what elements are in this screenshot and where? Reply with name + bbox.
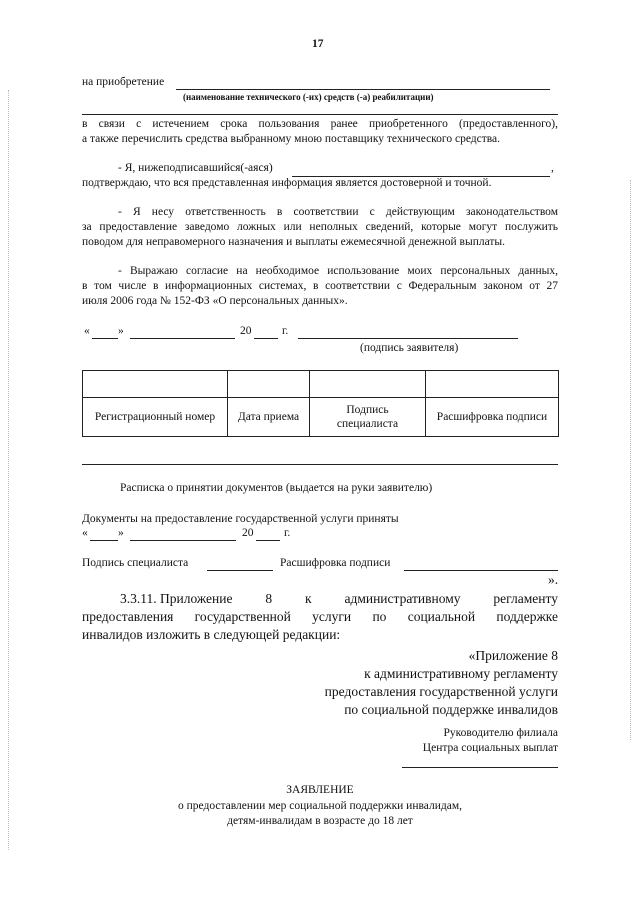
application-subtitle-2: детям-инвалидам в возрасте до 18 лет: [227, 815, 413, 827]
receipt-day-field[interactable]: [90, 540, 118, 541]
date-month-field[interactable]: [130, 338, 235, 339]
receipt-signature-decoding-field[interactable]: [404, 570, 558, 571]
consent-line-1: - Выражаю согласие на необходимое использование моих персональных данных,: [118, 265, 558, 277]
applicant-signature-field[interactable]: [298, 338, 518, 339]
date-open-quote: «: [84, 325, 90, 337]
scan-edge-left: [8, 90, 9, 850]
amendment-word: к: [305, 591, 312, 606]
responsibility-line-1: - Я несу ответственность в соответствии с действующим законодательством: [118, 206, 558, 218]
header-signature-decoding: Расшифровка подписи: [426, 398, 559, 437]
appendix-line-2: к административному регламенту: [364, 666, 558, 681]
appendix-line-1: «Приложение 8: [468, 648, 558, 663]
reception-date-cell[interactable]: [228, 371, 310, 398]
specialist-signature-cell[interactable]: [310, 371, 426, 398]
expiry-line-1: в связи с истечением срока пользования ранее приобретенного (предоставленного),: [82, 118, 558, 130]
cut-line: [82, 464, 558, 465]
table-row: [83, 398, 559, 437]
receipt-title: Расписка о принятии документов (выдается на руки заявителю): [120, 482, 433, 494]
addressee-name-field[interactable]: [402, 767, 558, 768]
receipt-year-prefix: 20: [242, 527, 254, 539]
amendment-line-1: [82, 591, 558, 607]
expiry-line-2: а также перечислить средства выбранному мною поставщику технического средства.: [82, 133, 501, 145]
receipt-open-quote: «: [82, 527, 88, 539]
signed-line-2: подтверждаю, что вся представленная информация является достоверной и точной.: [82, 177, 492, 189]
closing-mark: ».: [548, 572, 559, 587]
amendment-word: административному: [344, 591, 461, 606]
addressee-line-2: Центра социальных выплат: [422, 742, 558, 754]
application-subtitle-1: о предоставлении мер социальной поддержки инвалидам,: [178, 800, 462, 812]
receipt-month-field[interactable]: [130, 540, 236, 541]
responsibility-line-2: за предоставление заведомо ложных или неполных сведений, которые могут послужить: [82, 221, 558, 233]
amendment-line-2: предоставления государственной услуги по социальной поддержке: [82, 609, 558, 624]
registration-number-cell[interactable]: [83, 371, 228, 398]
scan-edge-right: [630, 180, 631, 740]
table-row: [83, 371, 559, 398]
addressee-line-1: Руководителю филиала: [443, 727, 558, 739]
amendment-word: 3.3.11. Приложение: [120, 591, 233, 606]
receipt-signature-decoding-label: Расшифровка подписи: [280, 557, 391, 569]
signed-comma: ,: [551, 162, 554, 174]
amendment-line-3: инвалидов изложить в следующей редакции:: [82, 627, 341, 642]
receipt-year-field[interactable]: [256, 540, 280, 541]
amendment-word: регламенту: [493, 591, 558, 606]
signature-decoding-cell[interactable]: [426, 371, 559, 398]
receipt-close-quote: »: [118, 527, 124, 539]
registration-table: [82, 370, 559, 437]
date-year-suffix: г.: [282, 325, 289, 337]
responsibility-line-3: поводом для неправомерного назначения и выплаты ежемесячной денежной выплаты.: [82, 236, 506, 248]
date-year-prefix: 20: [240, 325, 252, 337]
amendment-word: 8: [265, 591, 273, 606]
receipt-year-suffix: г.: [284, 527, 291, 539]
acquisition-field[interactable]: [176, 89, 550, 90]
receipt-specialist-signature-field[interactable]: [207, 570, 273, 571]
acquisition-field-continued[interactable]: [82, 114, 558, 115]
receipt-specialist-signature-label: Подпись специалиста: [82, 557, 189, 569]
consent-line-2: в том числе в информационных системах, в соответствии с Федеральным законом от 27: [82, 280, 558, 292]
header-specialist-signature: Подпись специалиста: [310, 398, 426, 437]
header-reception-date: Дата приема: [228, 398, 310, 437]
receipt-accepted: Документы на предоставление государственной услуги приняты: [82, 513, 399, 525]
appendix-line-4: по социальной поддержке инвалидов: [344, 702, 558, 717]
acquisition-caption: (наименование технического (-их) средств (-а) реабилитации): [183, 92, 434, 102]
acquisition-label: на приобретение: [82, 76, 165, 88]
date-year-field[interactable]: [254, 338, 278, 339]
signed-lead: - Я, нижеподписавшийся(-аяся): [118, 162, 273, 174]
appendix-line-3: предоставления государственной услуги: [324, 684, 558, 699]
date-close-quote: »: [118, 325, 124, 337]
applicant-signature-caption: (подпись заявителя): [360, 342, 459, 354]
header-registration-number: Регистрационный номер: [83, 398, 228, 437]
date-day-field[interactable]: [92, 338, 118, 339]
application-title: ЗАЯВЛЕНИЕ: [286, 784, 354, 796]
page-number: 17: [312, 38, 324, 50]
consent-line-3: июля 2006 года № 152-ФЗ «О персональных данных».: [82, 295, 348, 307]
